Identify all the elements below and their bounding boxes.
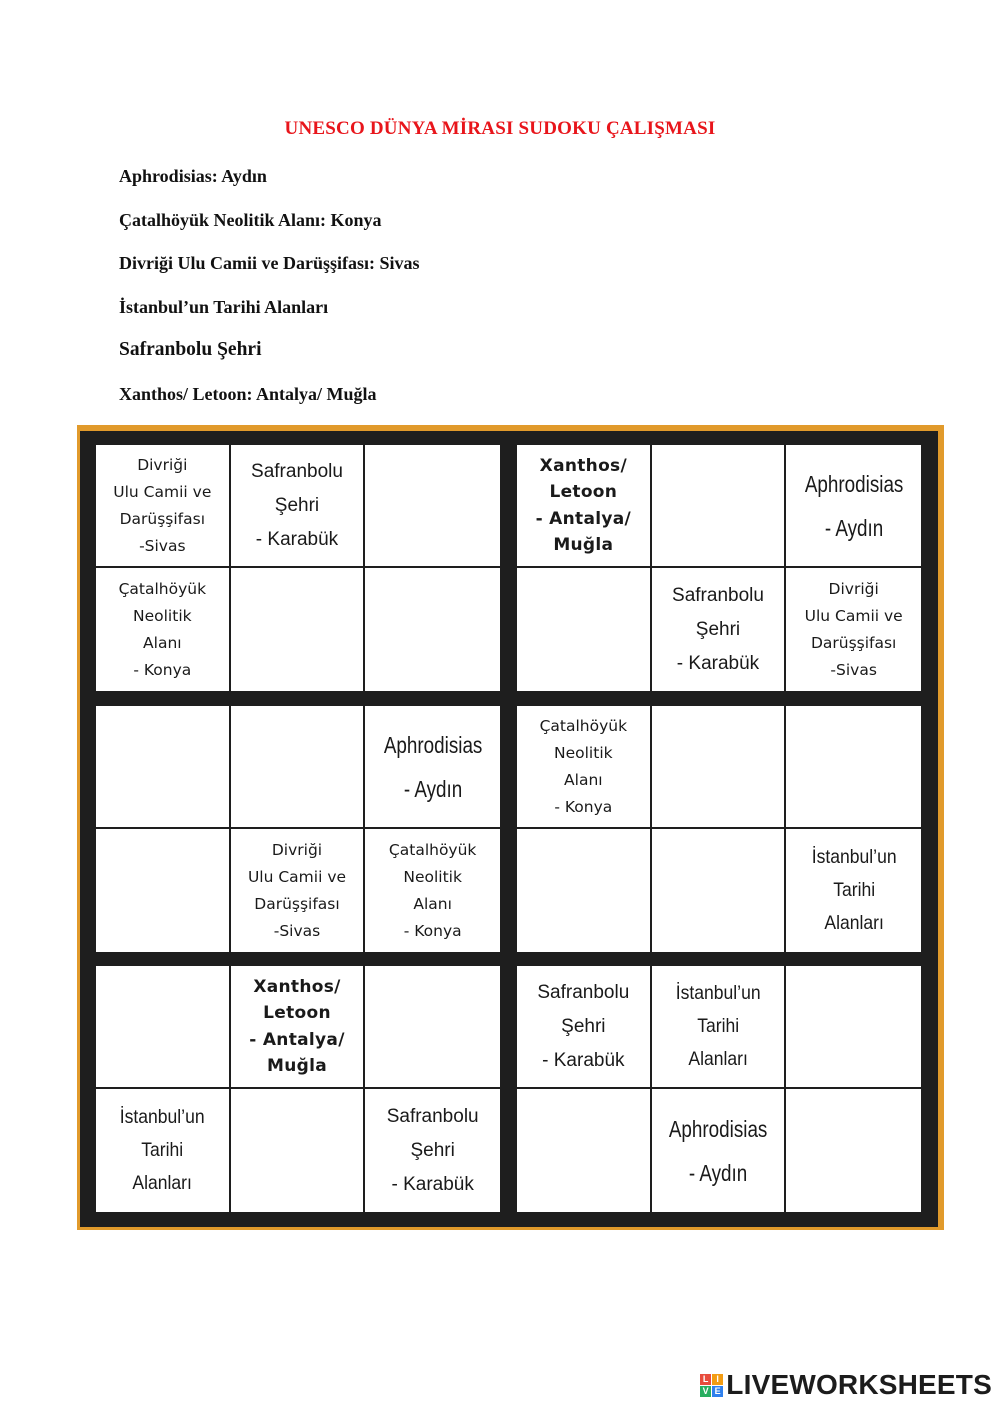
- sudoku-cell: [365, 706, 500, 829]
- sudoku-cell[interactable]: [786, 966, 921, 1089]
- sudoku-cell: [231, 966, 366, 1089]
- cell-label: İstanbul’un Tarihi Alanları: [119, 1106, 205, 1194]
- sudoku-cell: [652, 966, 787, 1089]
- sudoku-cell[interactable]: [365, 568, 500, 691]
- sudoku-block: [96, 706, 500, 952]
- sudoku-cell[interactable]: [652, 445, 787, 568]
- sudoku-block: [96, 445, 500, 691]
- worksheet-title: UNESCO DÜNYA MİRASI SUDOKU ÇALIŞMASI: [284, 118, 716, 139]
- sudoku-cell[interactable]: [231, 568, 366, 691]
- sudoku-cell: [652, 568, 787, 691]
- sudoku-cell: [231, 829, 366, 952]
- cell-label: Safranbolu Şehri - Karabük: [386, 1105, 479, 1195]
- cell-label: Safranbolu Şehri - Karabük: [537, 981, 630, 1071]
- sudoku-block: [517, 445, 921, 691]
- sudoku-cell[interactable]: [652, 706, 787, 829]
- sudoku-cell[interactable]: [96, 706, 231, 829]
- sudoku-cell[interactable]: [231, 706, 366, 829]
- cell-label: Divriği Ulu Camii ve Darüşşifası -Sivas: [247, 840, 347, 940]
- sudoku-cell[interactable]: [365, 445, 500, 568]
- cell-label: Divriği Ulu Camii ve Darüşşifası -Sivas: [113, 455, 212, 555]
- cell-label: Aphrodisias - Aydın: [804, 470, 903, 541]
- sudoku-block: [517, 706, 921, 952]
- sudoku-cell[interactable]: [652, 829, 787, 952]
- liveworksheets-watermark: [700, 1369, 992, 1401]
- sudoku-cell[interactable]: [517, 1089, 652, 1212]
- sudoku-cell: [365, 829, 500, 952]
- legend-item-safranbolu: Safranbolu Şehri: [119, 339, 262, 361]
- cell-label: Safranbolu Şehri - Karabük: [672, 584, 764, 674]
- sudoku-grid: [80, 431, 938, 1227]
- cell-label: Çatalhöyük Neolitik Alanı - Konya: [539, 716, 628, 816]
- cell-label: Çatalhöyük Neolitik Alanı - Konya: [388, 840, 477, 940]
- sudoku-cell: [517, 445, 652, 568]
- watermark-text: LIVEWORKSHEETS: [726, 1369, 992, 1400]
- cell-label: Çatalhöyük Neolitik Alanı - Konya: [118, 579, 207, 679]
- sudoku-cell[interactable]: [517, 568, 652, 691]
- cell-label: Divriği Ulu Camii ve Darüşşifası -Sivas: [804, 579, 903, 679]
- sudoku-cell[interactable]: [231, 1089, 366, 1212]
- sudoku-cell[interactable]: [786, 1089, 921, 1212]
- sudoku-cell: [517, 966, 652, 1089]
- sudoku-cell[interactable]: [365, 966, 500, 1089]
- cell-label: Safranbolu Şehri - Karabük: [251, 460, 343, 550]
- liveworksheets-logo-icon: [700, 1374, 723, 1397]
- sudoku-cell: [786, 829, 921, 952]
- sudoku-board: [77, 425, 944, 1230]
- logo-letter: V: [700, 1386, 711, 1397]
- sudoku-cell: [96, 568, 231, 691]
- sudoku-cell: [96, 445, 231, 568]
- logo-letter: I: [712, 1374, 723, 1385]
- sudoku-cell[interactable]: [786, 706, 921, 829]
- sudoku-cell[interactable]: [517, 829, 652, 952]
- cell-label: İstanbul’un Tarihi Alanları: [811, 846, 897, 934]
- legend-item-xanthos: Xanthos/ Letoon: Antalya/ Muğla: [119, 383, 377, 404]
- sudoku-block: [96, 966, 500, 1212]
- sudoku-cell: [365, 1089, 500, 1212]
- legend-list: [119, 163, 420, 425]
- sudoku-cell: [96, 1089, 231, 1212]
- logo-letter: E: [712, 1386, 723, 1397]
- logo-letter: L: [700, 1374, 711, 1385]
- cell-label: Xanthos/ Letoon - Antalya/ Muğla: [535, 455, 632, 555]
- sudoku-cell: [786, 568, 921, 691]
- cell-label: Aphrodisias - Aydın: [383, 731, 482, 802]
- sudoku-cell[interactable]: [96, 829, 231, 952]
- cell-label: İstanbul’un Tarihi Alanları: [675, 982, 761, 1070]
- legend-item-divrigi: Divriği Ulu Camii ve Darüşşifası: Sivas: [119, 253, 420, 274]
- legend-item-aphrodisias: Aphrodisias: Aydın: [119, 166, 267, 186]
- cell-label: Xanthos/ Letoon - Antalya/ Muğla: [249, 976, 345, 1076]
- legend-item-catalhoyuk: Çatalhöyük Neolitik Alanı: Konya: [119, 209, 382, 230]
- sudoku-cell: [652, 1089, 787, 1212]
- sudoku-block: [517, 966, 921, 1212]
- sudoku-cell: [231, 445, 366, 568]
- sudoku-cell[interactable]: [96, 966, 231, 1089]
- cell-label: Aphrodisias - Aydın: [668, 1115, 768, 1186]
- legend-item-istanbul: İstanbul’un Tarihi Alanları: [119, 296, 329, 317]
- sudoku-cell: [786, 445, 921, 568]
- sudoku-cell: [517, 706, 652, 829]
